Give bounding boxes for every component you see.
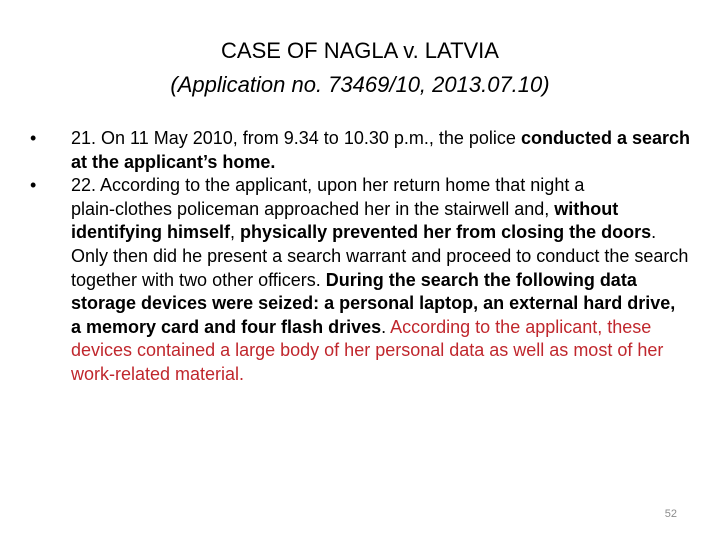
paragraph-22-text: . Only then did he present a search warrant and proceed to conduct the search together with two other officers. — [71, 222, 689, 290]
paragraph-21-bold: conducted a search at the applicant’s home. — [71, 128, 690, 172]
bullet-item-22 — [30, 174, 690, 386]
paragraph-22-bold: physically prevented her from closing the doors — [240, 222, 652, 243]
paragraph-22-bold: During the search the following data storage devices were seized: a personal laptop, an external hard drive, a memory card and four flash drives — [71, 269, 676, 337]
paragraph-22-highlight: According to the applicant, these devices contained a large body of her personal data as well as most of her work-related material. — [71, 316, 664, 384]
paragraph-22-text: 22. According to the applicant, upon her return home that night a plain‑clothes policeman approached her in the stairwell and, — [71, 175, 585, 219]
paragraph-22-text: , — [230, 222, 241, 243]
paragraph-21-text: 21. On 11 May 2010, from 9.34 to 10.30 p.m., the police — [71, 128, 521, 148]
paragraph-22-text: . — [381, 316, 391, 337]
bullet-list — [30, 127, 690, 387]
case-title: CASE OF NAGLA v. LATVIA — [221, 38, 499, 63]
paragraph-22-bold: without identifying himself — [71, 198, 619, 243]
page-number: 52 — [664, 508, 677, 520]
case-citation: (Application no. 73469/10, 2013.07.10) — [170, 72, 550, 97]
bullet-icon: • — [30, 128, 37, 148]
bullet-icon: • — [30, 175, 37, 196]
bullet-item-21 — [30, 127, 690, 174]
slide-title — [0, 34, 720, 102]
